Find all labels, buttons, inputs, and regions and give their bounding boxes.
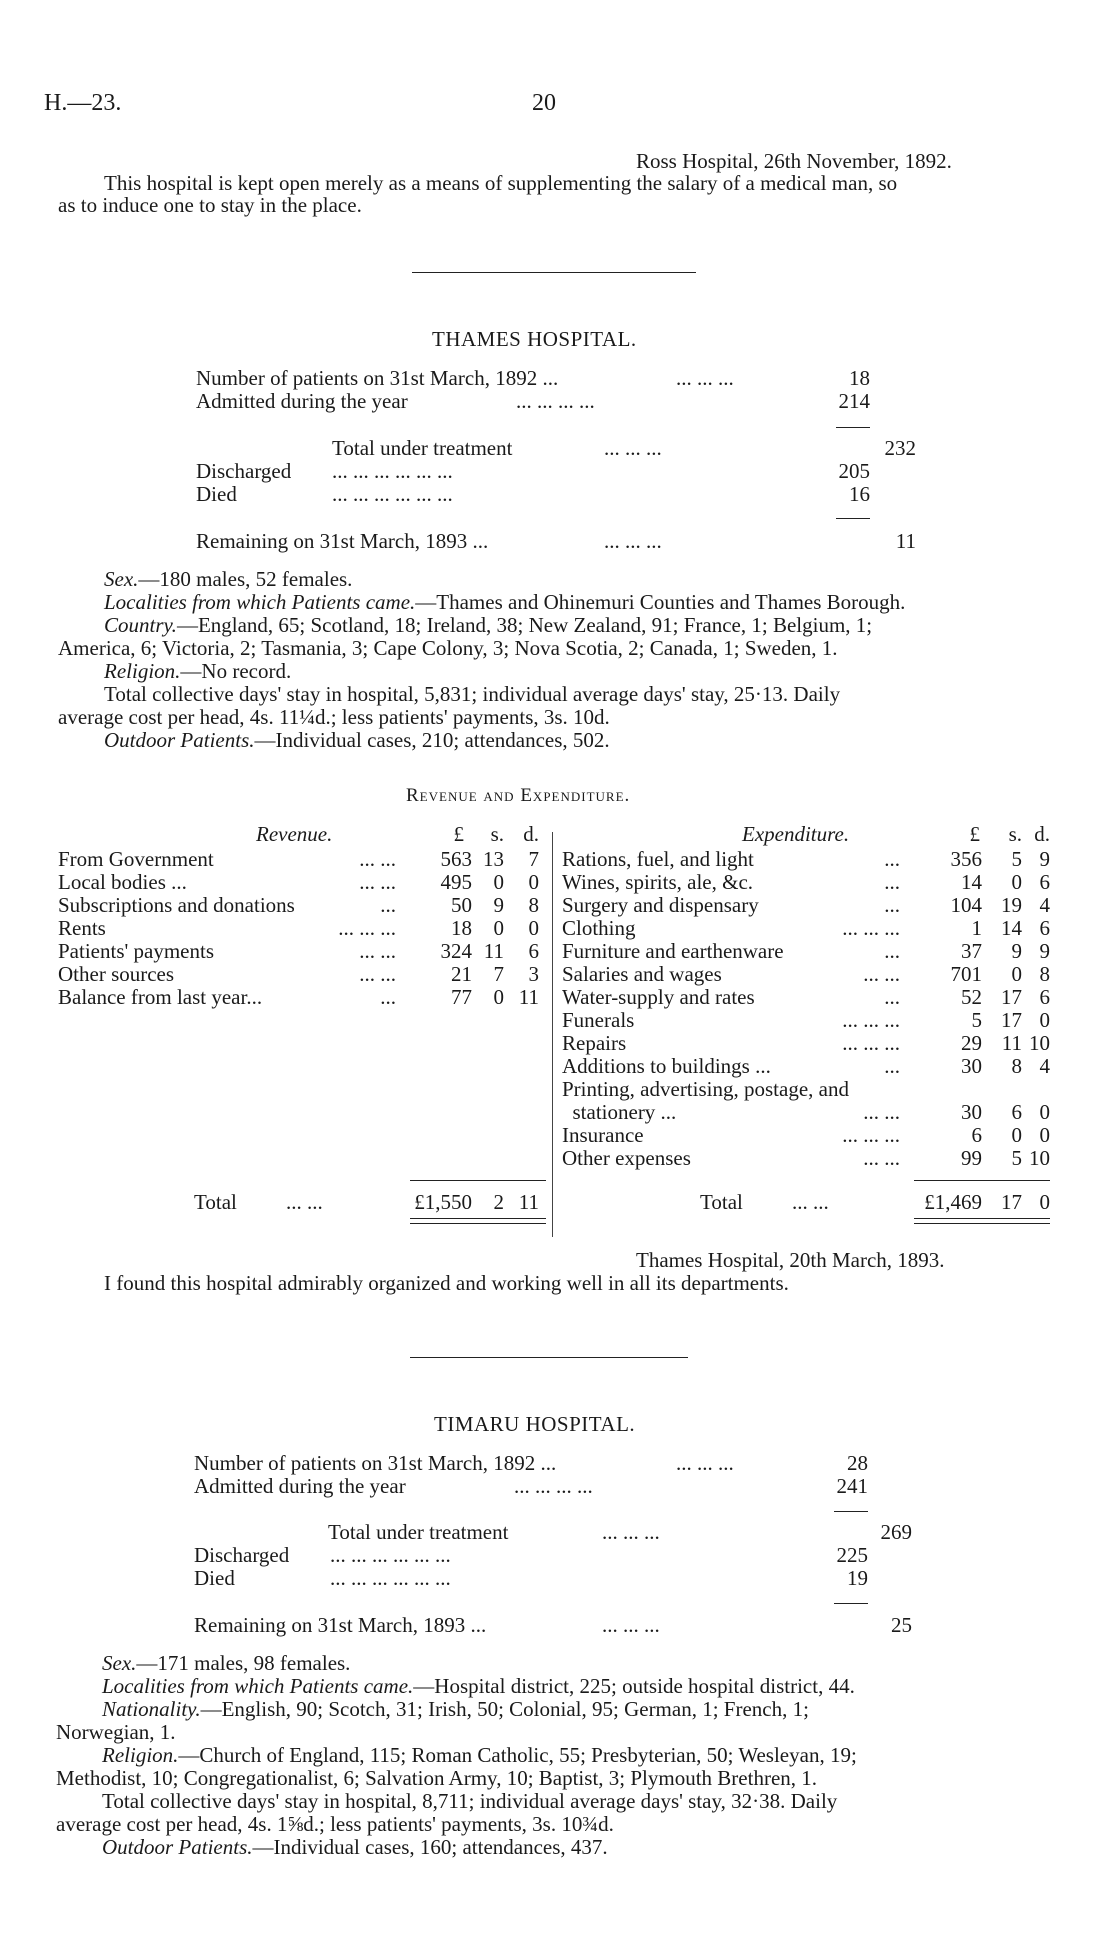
revenue-item-pounds: 18 [451, 916, 472, 940]
page-number: 20 [532, 90, 556, 116]
localities-text: —Thames and Ohinemuri Counties and Thames Borough. [415, 590, 906, 614]
expenditure-item-label: Repairs [562, 1031, 627, 1055]
stat-value: 11 [895, 529, 916, 553]
stat-value: 16 [849, 482, 870, 506]
timaru-nationality-cont: Norwegian, 1. [56, 1720, 176, 1744]
thames-outdoor [104, 729, 610, 752]
stat-label: Admitted during the year [196, 389, 408, 413]
stat-label: Total under treatment [332, 436, 513, 460]
nationality-label: Nationality. [102, 1697, 201, 1721]
stat-value: 18 [849, 366, 870, 390]
col-shillings: s. [490, 822, 504, 846]
expenditure-item-pounds: 30 [961, 1100, 982, 1124]
revenue-item-dots: ... ... [359, 962, 396, 986]
stat-value: 241 [836, 1474, 868, 1498]
expenditure-item-dots: ... [884, 870, 900, 894]
revenue-item-label: Local bodies ... [58, 870, 187, 894]
expenditure-item-dots: ... ... [863, 1146, 900, 1170]
localities-label: Localities from which Patients came. [102, 1674, 414, 1698]
thames-country-cont: America, 6; Victoria, 2; Tasmania, 3; Cape Colony, 3; Nova Scotia, 2; Canada, 1; Sweden, 1. [58, 636, 838, 660]
sum-rule [834, 1603, 868, 1604]
expenditure-item-shillings: 5 [1011, 1146, 1022, 1170]
revenue-item-label: Balance from last year... [58, 985, 263, 1009]
stat-dots: ... ... ... [676, 1451, 734, 1475]
stat-dots: ... ... ... [602, 1613, 660, 1637]
expenditure-item-pence: 6 [1039, 985, 1050, 1009]
timaru-outdoor [102, 1836, 608, 1859]
col-pence: d. [523, 822, 539, 846]
thames-country [104, 614, 872, 637]
revenue-item-pounds: 563 [440, 847, 472, 871]
stat-value: 205 [838, 459, 870, 483]
expenditure-item-shillings: 9 [1011, 939, 1022, 963]
country-text: —England, 65; Scotland, 18; Ireland, 38; New Zealand, 91; France, 1; Belgium, 1; [176, 613, 873, 637]
stat-label: Discharged [194, 1543, 290, 1567]
expenditure-item-pounds: 1 [971, 916, 982, 940]
revenue-item-pence: 7 [528, 847, 539, 871]
expenditure-item-pounds: 99 [961, 1146, 982, 1170]
expenditure-item-pence: 6 [1039, 916, 1050, 940]
outdoor-text: —Individual cases, 210; attendances, 502. [254, 728, 610, 752]
expenditure-item-pence: 0 [1039, 1008, 1050, 1032]
expenditure-item-dots: ... [884, 939, 900, 963]
expenditure-heading: Expenditure. [742, 822, 850, 846]
expenditure-item-label: Printing, advertising, postage, and [562, 1077, 849, 1101]
outdoor-text: —Individual cases, 160; attendances, 437. [252, 1835, 608, 1859]
expenditure-item-label: Additions to buildings ... [562, 1054, 771, 1078]
stat-value: 269 [880, 1520, 912, 1544]
expenditure-item-pence: 9 [1039, 847, 1050, 871]
religion-text: —No record. [180, 659, 292, 683]
total-double-rule [914, 1218, 1050, 1224]
expenditure-item-pence: 0 [1039, 1100, 1050, 1124]
stat-label: Admitted during the year [194, 1474, 406, 1498]
expenditure-item-pounds: 29 [961, 1031, 982, 1055]
expenditure-total-dots: ... ... [792, 1190, 829, 1214]
stat-label: Remaining on 31st March, 1893 ... [194, 1613, 487, 1637]
expenditure-item-label: Salaries and wages [562, 962, 722, 986]
expenditure-item-dots: ... ... ... [842, 916, 900, 940]
expenditure-item-pence: 0 [1039, 1123, 1050, 1147]
expenditure-item-pounds: 6 [971, 1123, 982, 1147]
revenue-item-shillings: 0 [493, 916, 504, 940]
religion-label: Religion. [102, 1743, 179, 1767]
sum-rule [836, 518, 870, 519]
revenue-heading: Revenue. [256, 822, 333, 846]
stat-value: 28 [847, 1451, 868, 1475]
expenditure-item-label: Surgery and dispensary [562, 893, 759, 917]
expenditure-item-dots: ... ... ... [842, 1123, 900, 1147]
revenue-item-pence: 11 [518, 985, 539, 1009]
col-shillings: s. [1008, 822, 1022, 846]
expenditure-item-dots: ... [884, 1054, 900, 1078]
col-pence: d. [1034, 822, 1050, 846]
revenue-item-dots: ... [380, 893, 396, 917]
revenue-item-dots: ... ... [359, 847, 396, 871]
expenditure-item-pence: 4 [1039, 1054, 1050, 1078]
revenue-item-pence: 0 [528, 870, 539, 894]
stat-label: Died [196, 482, 237, 506]
country-label: Country. [104, 613, 177, 637]
revenue-item-pounds: 324 [440, 939, 472, 963]
section-divider [410, 1357, 688, 1358]
revenue-item-pounds: 495 [440, 870, 472, 894]
expenditure-item-label: Furniture and earthenware [562, 939, 784, 963]
total-rule [914, 1180, 1050, 1181]
expenditure-item-pounds: 5 [971, 1008, 982, 1032]
expenditure-item-pence: 8 [1039, 962, 1050, 986]
expenditure-item-shillings: 0 [1011, 962, 1022, 986]
expenditure-item-dots: ... [884, 985, 900, 1009]
expenditure-total-pounds: £1,469 [924, 1190, 982, 1214]
expenditure-item-shillings: 0 [1011, 870, 1022, 894]
revenue-item-label: Other sources [58, 962, 175, 986]
sex-label: Sex. [102, 1651, 137, 1675]
stat-dots: ... ... ... ... ... ... [332, 459, 453, 483]
revenue-item-label: Patients' payments [58, 939, 215, 963]
thames-sex [104, 568, 352, 591]
expenditure-item-pence: 4 [1039, 893, 1050, 917]
outdoor-label: Outdoor Patients. [102, 1835, 253, 1859]
ross-text-line1: This hospital is kept open merely as a means of supplementing the salary of a medical man, so [104, 171, 898, 195]
revenue-total-shillings: 2 [493, 1190, 504, 1214]
revenue-total-label: Total [194, 1190, 237, 1214]
revenue-item-pence: 8 [528, 893, 539, 917]
revenue-expenditure-title: Revenue and Expenditure. [406, 785, 631, 806]
revenue-item-pence: 3 [528, 962, 539, 986]
total-double-rule [410, 1218, 546, 1224]
timaru-total-line1: Total collective days' stay in hospital, 8,711; individual average days' stay, 32·38. Daily [102, 1789, 838, 1813]
expenditure-item-label: stationery ... [562, 1100, 677, 1124]
expenditure-item-shillings: 17 [1001, 1008, 1022, 1032]
revenue-item-shillings: 11 [483, 939, 504, 963]
revenue-item-pounds: 77 [451, 985, 472, 1009]
expenditure-item-label: Funerals [562, 1008, 635, 1032]
stat-label: Died [194, 1566, 235, 1590]
stat-dots: ... ... ... ... [516, 389, 595, 413]
expenditure-item-pounds: 104 [950, 893, 982, 917]
revenue-item-dots: ... [380, 985, 396, 1009]
thames-religion [104, 660, 291, 683]
localities-text: —Hospital district, 225; outside hospital district, 44. [413, 1674, 855, 1698]
stat-value: 214 [838, 389, 870, 413]
revenue-item-dots: ... ... [359, 870, 396, 894]
thames-title: THAMES HOSPITAL. [432, 327, 637, 351]
expenditure-item-dots: ... ... ... [842, 1008, 900, 1032]
stat-value: 19 [847, 1566, 868, 1590]
expenditure-item-pounds: 356 [950, 847, 982, 871]
expenditure-item-label: Wines, spirits, ale, &c. [562, 870, 754, 894]
col-pound: £ [453, 822, 464, 846]
sex-label: Sex. [104, 567, 139, 591]
expenditure-item-pounds: 30 [961, 1054, 982, 1078]
thames-place-date: Thames Hospital, 20th March, 1893. [636, 1248, 945, 1272]
revenue-item-dots: ... ... [359, 939, 396, 963]
page-reference: H.—23. [44, 90, 122, 116]
stat-dots: ... ... ... ... [514, 1474, 593, 1498]
expenditure-item-label: Rations, fuel, and light [562, 847, 754, 871]
revenue-item-shillings: 0 [493, 985, 504, 1009]
expenditure-item-shillings: 8 [1011, 1054, 1022, 1078]
expenditure-item-pounds: 52 [961, 985, 982, 1009]
stat-dots: ... ... ... ... ... ... [332, 482, 453, 506]
stat-dots: ... ... ... ... ... ... [330, 1566, 451, 1590]
sum-rule [834, 1511, 868, 1512]
timaru-religion [102, 1744, 857, 1767]
expenditure-item-shillings: 5 [1011, 847, 1022, 871]
sex-text: —171 males, 98 females. [136, 1651, 351, 1675]
thames-localities [104, 591, 905, 614]
revenue-item-shillings: 0 [493, 870, 504, 894]
expenditure-item-shillings: 19 [1001, 893, 1022, 917]
timaru-localities [102, 1675, 855, 1698]
revenue-item-shillings: 7 [493, 962, 504, 986]
timaru-sex [102, 1652, 350, 1675]
ross-place-date: Ross Hospital, 26th November, 1892. [636, 149, 952, 173]
timaru-title: TIMARU HOSPITAL. [434, 1412, 636, 1436]
revenue-item-label: Rents [58, 916, 106, 940]
col-pound: £ [969, 822, 980, 846]
revenue-total-dots: ... ... [286, 1190, 323, 1214]
expenditure-item-label: Water-supply and rates [562, 985, 755, 1009]
expenditure-item-label: Other expenses [562, 1146, 691, 1170]
religion-label: Religion. [104, 659, 181, 683]
revenue-item-label: Subscriptions and donations [58, 893, 295, 917]
expenditure-item-pounds: 37 [961, 939, 982, 963]
stat-label: Total under treatment [328, 1520, 509, 1544]
column-divider [552, 832, 553, 1237]
total-rule [410, 1180, 546, 1181]
expenditure-item-pounds: 14 [961, 870, 982, 894]
expenditure-item-label: Insurance [562, 1123, 644, 1147]
stat-dots: ... ... ... [604, 436, 662, 460]
thames-total-line1: Total collective days' stay in hospital, 5,831; individual average days' stay, 25·13. Daily [104, 682, 841, 706]
expenditure-total-pence: 0 [1039, 1190, 1050, 1214]
timaru-total-line2: average cost per head, 4s. 1⅝d.; less patients' payments, 3s. 10¾d. [56, 1812, 614, 1836]
expenditure-item-label: Clothing [562, 916, 636, 940]
expenditure-item-dots: ... ... ... [842, 1031, 900, 1055]
expenditure-item-dots: ... ... [863, 1100, 900, 1124]
stat-label: Number of patients on 31st March, 1892 ... [196, 366, 559, 390]
stat-label: Remaining on 31st March, 1893 ... [196, 529, 489, 553]
stat-value: 25 [891, 1613, 912, 1637]
stat-dots: ... ... ... [602, 1520, 660, 1544]
religion-text: —Church of England, 115; Roman Catholic, 55; Presbyterian, 50; Wesleyan, 19; [178, 1743, 857, 1767]
revenue-item-pence: 0 [528, 916, 539, 940]
expenditure-total-shillings: 17 [1001, 1190, 1022, 1214]
expenditure-item-shillings: 17 [1001, 985, 1022, 1009]
localities-label: Localities from which Patients came. [104, 590, 416, 614]
expenditure-item-pence: 10 [1029, 1146, 1050, 1170]
thames-total-line2: average cost per head, 4s. 11¼d.; less patients' payments, 3s. 10d. [58, 705, 610, 729]
expenditure-item-dots: ... [884, 893, 900, 917]
expenditure-total-label: Total [700, 1190, 743, 1214]
revenue-item-label: From Government [58, 847, 214, 871]
sum-rule [836, 427, 870, 428]
thames-remark: I found this hospital admirably organized and working well in all its departments. [104, 1271, 789, 1295]
revenue-item-dots: ... ... ... [338, 916, 396, 940]
expenditure-item-dots: ... [884, 847, 900, 871]
stat-dots: ... ... ... [604, 529, 662, 553]
expenditure-item-pounds: 701 [950, 962, 982, 986]
stat-dots: ... ... ... [676, 366, 734, 390]
expenditure-item-pence: 6 [1039, 870, 1050, 894]
expenditure-item-pence: 10 [1029, 1031, 1050, 1055]
expenditure-item-shillings: 6 [1011, 1100, 1022, 1124]
expenditure-item-shillings: 11 [1001, 1031, 1022, 1055]
revenue-item-pounds: 21 [451, 962, 472, 986]
sex-text: —180 males, 52 females. [138, 567, 353, 591]
stat-label: Number of patients on 31st March, 1892 ... [194, 1451, 557, 1475]
timaru-religion-cont: Methodist, 10; Congregationalist, 6; Salvation Army, 10; Baptist, 3; Plymouth Brethren, 1. [56, 1766, 818, 1790]
revenue-total-pounds: £1,550 [414, 1190, 472, 1214]
revenue-item-pounds: 50 [451, 893, 472, 917]
stat-value: 225 [836, 1543, 868, 1567]
stat-label: Discharged [196, 459, 292, 483]
ross-text-line2: as to induce one to stay in the place. [58, 193, 362, 217]
expenditure-item-shillings: 0 [1011, 1123, 1022, 1147]
stat-value: 232 [884, 436, 916, 460]
revenue-item-shillings: 9 [493, 893, 504, 917]
revenue-item-shillings: 13 [483, 847, 504, 871]
section-divider [412, 272, 696, 273]
nationality-text: —English, 90; Scotch, 31; Irish, 50; Colonial, 95; German, 1; French, 1; [200, 1697, 809, 1721]
revenue-item-pence: 6 [528, 939, 539, 963]
expenditure-item-dots: ... ... [863, 962, 900, 986]
timaru-nationality [102, 1698, 809, 1721]
expenditure-item-shillings: 14 [1001, 916, 1022, 940]
outdoor-label: Outdoor Patients. [104, 728, 255, 752]
expenditure-item-pence: 9 [1039, 939, 1050, 963]
revenue-total-pence: 11 [518, 1190, 539, 1214]
stat-dots: ... ... ... ... ... ... [330, 1543, 451, 1567]
